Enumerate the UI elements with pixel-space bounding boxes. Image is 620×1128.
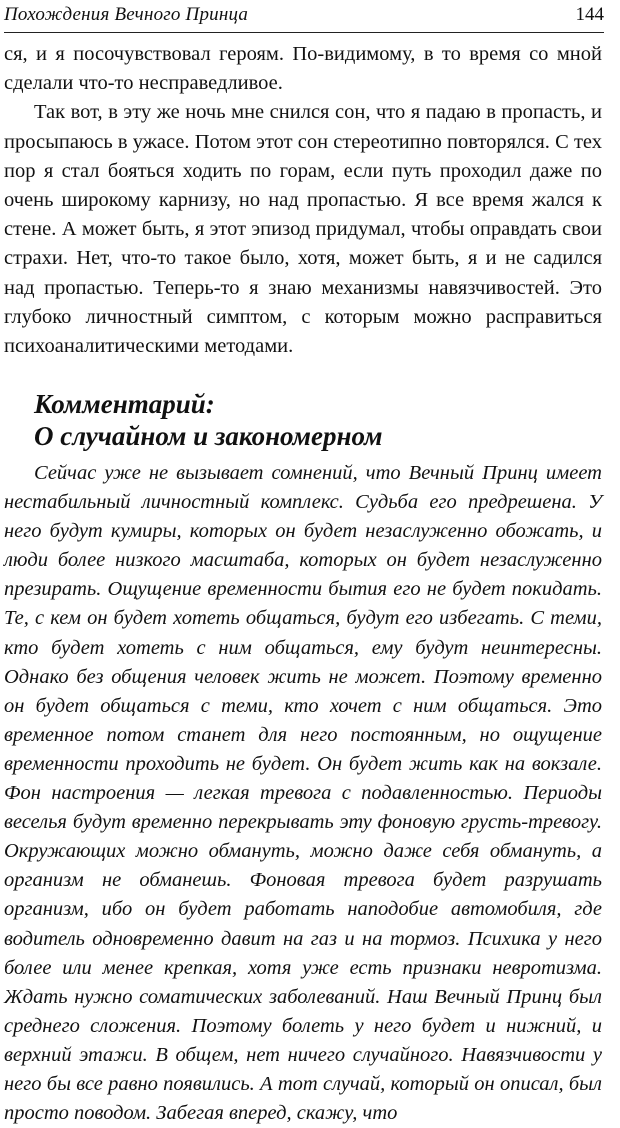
section-heading-line-1: Комментарий:: [34, 389, 215, 419]
running-header: [4, 0, 604, 33]
section-heading: [34, 388, 382, 452]
commentary-paragraph: Сейчас уже не вызывает сомнений, что Вечный Принц имеет нестабильный личностный комплекс. Судьба его предрешена. У него будут кумиры, которых он будет незаслуженно обожать, и люди более низкого масштаба, которых он будет незаслуженно презирать. Ощущение временности бытия его не будет покидать. Те, с кем он будет хотеть общаться, будут его избегать. С теми, кто будет хотеть с ним общаться, ему будут неинтересны. Однако без общения человек жить не может. Поэтому временно он будет общаться с теми, кто хочет с ним общаться. Это временное потом станет для него постоянным, но ощущение временности проходить не будет. Он будет жить как на вокзале. Фон настроения — легкая тревога с подавленностью. Периоды веселья будут временно перекрывать эту фоновую грусть-тревогу. Окружающих можно обмануть, можно даже себя обмануть, а организм не обманешь. Фоновая тревога будет разрушать организм, ибо он будет работать наподобие автомобиля, где водитель одновременно давит на газ и на тормоз. Психика у него более или менее крепкая, хотя уже есть признаки невротизма. Ждать нужно соматических заболеваний. Наш Вечный Принц был среднего сложения. Поэтому болеть у него будет и нижний, и верхний этажи. В общем, нет ничего случайного. Навязчивости у него бы все равно появились. А тот случай, который он описал, был просто поводом. Забегая вперед, скажу, что: [4, 462, 602, 1125]
body-text: [4, 40, 602, 361]
commentary-text: [4, 459, 602, 1128]
running-title: Похождения Вечного Принца: [4, 4, 249, 25]
page-number: 144: [575, 4, 604, 25]
body-paragraph-2: Так вот, в эту же ночь мне снился сон, что я падаю в пропасть, и просыпаюсь в ужасе. Потом этот сон стереотипно повторялся. С тех пор я стал бояться ходить по горам, если путь проходил даже по очень широкому карнизу, но над пропастью. Я все время жался к стене. А может быть, я этот эпизод придумал, чтобы оправдать свои страхи. Нет, что-то такое было, хотя, может быть, я и не садился над пропастью. Теперь-то я знаю механизмы навязчивостей. Это глубоко личностный симптом, с которым можно расправиться психоаналитическими методами.: [4, 101, 602, 358]
section-heading-line-2: О случайном и закономерном: [34, 421, 383, 451]
body-paragraph-1: ся, и я посочувствовал героям. По-видимому, в то время со мной сделали что-то несправедливое.: [4, 43, 602, 95]
